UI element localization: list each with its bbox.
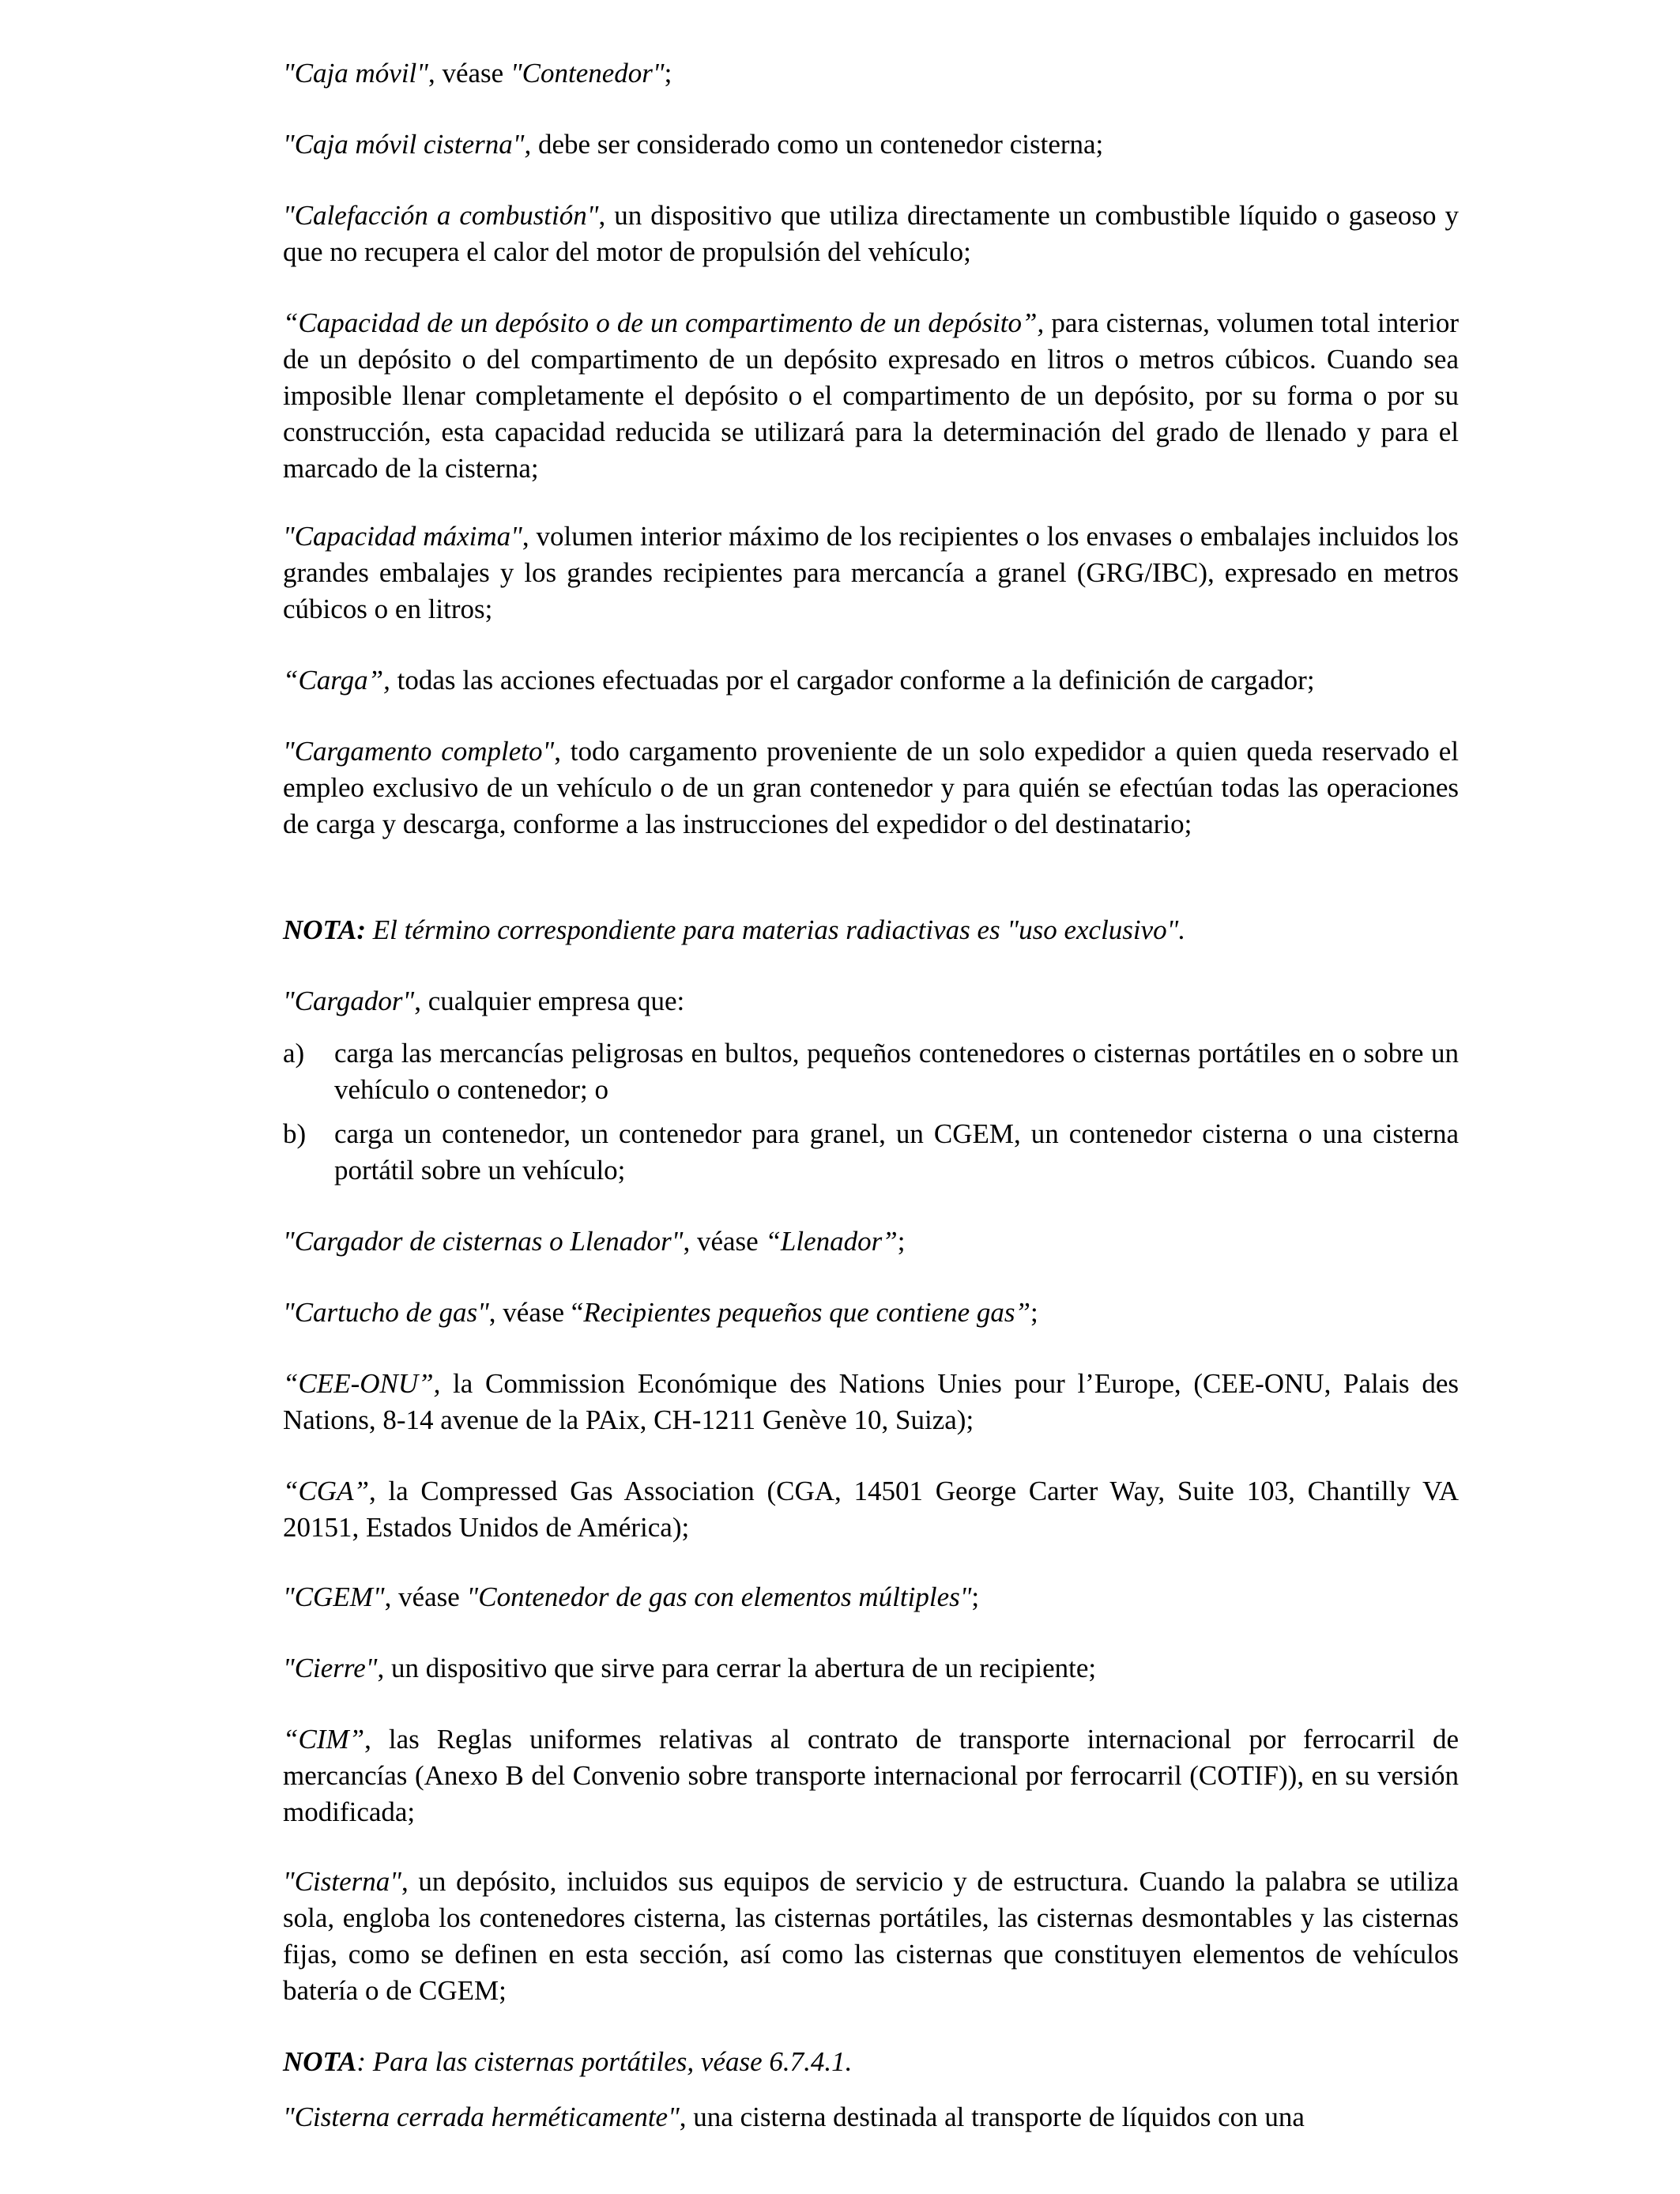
definition-text: , la Compressed Gas Association (CGA, 14501 George Carter Way, Suite 103, Chantilly VA 20151, Estados Unidos de América); (283, 1476, 1459, 1543)
term: "Caja móvil cisterna", (283, 129, 532, 160)
definition-text: , todo cargamento proveniente de un solo expedidor a quien queda reservado el empleo exclusivo de un vehículo o de un gran contenedor y para quién se efectúan todas las operaciones de carga y descarga, conforme a las instrucciones del expedidor o del destinatario; (283, 736, 1459, 839)
definition-text: todas las acciones efectuadas por el cargador conforme a la definición de cargador; (390, 665, 1315, 696)
term: "Caja móvil" (283, 58, 428, 89)
punctuation: ; (1030, 1297, 1038, 1328)
document-page (283, 0, 1459, 2194)
definition-cisterna-cerrada-hermeticamente (283, 2099, 1459, 2136)
cross-reference: "Contenedor" (510, 58, 665, 89)
definition-text: , véase (384, 1581, 467, 1612)
punctuation: ; (971, 1581, 980, 1612)
term: "Cierre" (283, 1653, 378, 1683)
term: “CGA” (283, 1476, 369, 1506)
definition-text: , véase “ (488, 1297, 584, 1328)
definition-text: , un dispositivo que utiliza directamente un combustible líquido o gaseoso y que no recupera el calor del motor de propulsión del vehículo; (283, 200, 1459, 267)
definition-carga (283, 662, 1459, 699)
term: "CGEM" (283, 1581, 385, 1612)
term: "Cargamento completo" (283, 736, 555, 767)
definition-text: debe ser considerado como un contenedor cisterna; (531, 129, 1104, 160)
definition-text: para cisternas, volumen total interior de un depósito o del compartimento de un depósito expresado en litros o metros cúbicos. Cuando sea imposible llenar completamente el depósito o el compartimento de un depósito, por su forma o por su construcción, esta capacidad reducida se utilizará para la determinación del grado de llenado y para el marcado de la cisterna; (283, 307, 1459, 484)
definition-text: , volumen interior máximo de los recipientes o los envases o embalajes incluidos los grandes embalajes y los grandes recipientes para mercancía a granel (GRG/IBC), expresado en metros cúbicos o en litros; (283, 521, 1460, 624)
definition-text: , un dispositivo que sirve para cerrar la abertura de un recipiente; (377, 1653, 1097, 1683)
list-text: carga un contenedor, un contenedor para granel, un CGEM, un contenedor cisterna o una cisterna portátil sobre un vehículo; (334, 1118, 1459, 1186)
term: “CEE-ONU”, (283, 1368, 441, 1399)
definition-text: , una cisterna destinada al transporte de líquidos con una (679, 2102, 1305, 2132)
definition-text: la Commission Económique des Nations Unies pour l’Europe, (CEE-ONU, Palais des Nations, 8-14 avenue de la PAix, CH-1211 Genève 10, Suiza); (283, 1368, 1459, 1435)
note-text: El término correspondiente para materias radiactivas es "uso exclusivo". (366, 914, 1186, 945)
term: “Carga”, (283, 665, 390, 696)
punctuation: ; (897, 1226, 906, 1257)
term: "Cartucho de gas" (283, 1297, 489, 1328)
definition-cee-onu (283, 1366, 1459, 1438)
definition-cartucho-de-gas (283, 1295, 1459, 1331)
definition-cargamento-completo (283, 733, 1459, 843)
term: "Cisterna" (283, 1866, 401, 1897)
list-label: a) (283, 1038, 305, 1069)
list-text: carga las mercancías peligrosas en bultos, pequeños contenedores o cisternas portátiles en o sobre un vehículo o contenedor; o (334, 1038, 1459, 1105)
definition-cargador-de-cisternas (283, 1223, 1459, 1260)
note-label: NOTA (283, 2046, 357, 2077)
note-text: : Para las cisternas portátiles, véase 6.7.4.1. (356, 2046, 853, 2077)
definition-text: , véase (428, 58, 510, 89)
note-uso-exclusivo (283, 912, 1459, 948)
cross-reference: Recipientes pequeños que contiene gas” (583, 1297, 1030, 1328)
definition-cisterna (283, 1864, 1459, 2009)
cross-reference: “Llenador” (765, 1226, 898, 1257)
note-cisternas-portatiles (283, 2044, 1459, 2080)
list-label: b) (283, 1118, 307, 1149)
term: "Calefacción a combustión" (283, 200, 599, 231)
definition-text: , véase (683, 1226, 766, 1257)
term: "Cargador" (283, 986, 415, 1016)
term: "Cisterna cerrada herméticamente" (283, 2102, 680, 2132)
definition-cargador (283, 983, 1459, 1020)
definition-text: , un depósito, incluidos sus equipos de servicio y de estructura. Cuando la palabra se utiliza sola, engloba los contenedores cisterna, las cisternas portátiles, las cisternas desmontables y las cisternas fijas, como se definen en esta sección, así como las cisternas que constituyen elementos de vehículos batería o de CGEM; (283, 1866, 1459, 2006)
definition-caja-movil-cisterna (283, 126, 1459, 163)
definition-capacidad-deposito (283, 305, 1459, 487)
note-label: NOTA: (283, 914, 366, 945)
definition-text: , las Reglas uniformes relativas al contrato de transporte internacional por ferrocarril de mercancías (Anexo B del Convenio sobre transporte internacional por ferrocarril (COTIF)), en su versión modificada; (283, 1724, 1459, 1827)
term: “Capacidad de un depósito o de un compartimento de un depósito”, (283, 307, 1045, 338)
definition-calefaccion-a-combustion (283, 198, 1459, 270)
definition-caja-movil (283, 55, 1459, 92)
definition-cga (283, 1473, 1459, 1546)
term: "Cargador de cisternas o Llenador" (283, 1226, 684, 1257)
definition-capacidad-maxima (283, 518, 1459, 628)
cross-reference: "Contenedor de gas con elementos múltiples" (466, 1581, 972, 1612)
definition-cgem (283, 1579, 1459, 1615)
punctuation: ; (664, 58, 672, 89)
term: "Capacidad máxima" (283, 521, 522, 552)
definition-cierre (283, 1650, 1459, 1687)
term: “CIM” (283, 1724, 365, 1755)
definition-text: , cualquier empresa que: (414, 986, 685, 1016)
definition-cim (283, 1721, 1459, 1830)
